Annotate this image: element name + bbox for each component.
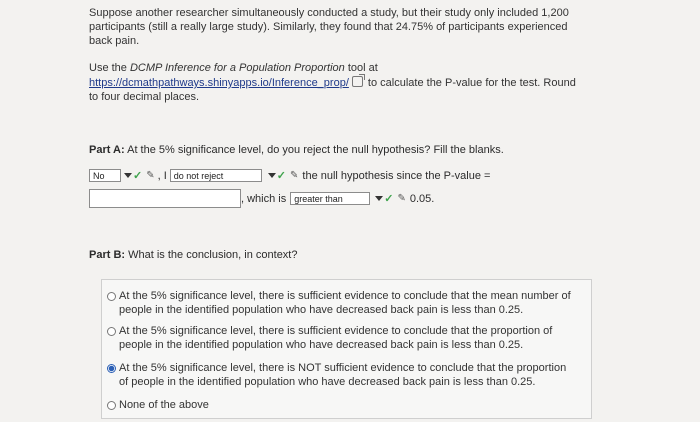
option-1-line-1: At the 5% significance level, there is sufficient evidence to conclude that the mean number of — [119, 290, 571, 302]
select-reject-yes-no[interactable] — [89, 169, 132, 182]
option-2[interactable] — [107, 324, 587, 352]
chevron-down-icon[interactable] — [268, 173, 276, 178]
pencil-icon[interactable]: ✎ — [397, 193, 406, 204]
option-1[interactable] — [107, 289, 587, 317]
check-icon: ✓ — [133, 170, 143, 182]
option-3[interactable] — [107, 361, 587, 389]
select-comparison[interactable] — [290, 192, 383, 205]
intro-paragraph — [89, 6, 569, 48]
part-a-row-1 — [89, 169, 490, 182]
intro-line-3: back pain. — [89, 35, 140, 47]
part-b-text: What is the conclusion, in context? — [125, 249, 298, 261]
select-reject-decision[interactable] — [170, 169, 276, 182]
link-suffix: to calculate the P-value for the test. Round — [364, 77, 576, 89]
radio-option-3-selected[interactable] — [107, 364, 116, 373]
option-2-line-1: At the 5% significance level, there is sufficient evidence to conclude that the proportion of — [119, 325, 553, 337]
option-1-line-2: people in the identified population who have decreased back pain is less than 0.25. — [119, 304, 524, 316]
external-link-icon[interactable] — [352, 76, 363, 87]
intro-line-2: participants (still a really large study). Similarly, they found that 24.75% of participants experienced — [89, 21, 568, 33]
radio-option-2[interactable] — [107, 327, 116, 336]
part-b-question — [89, 249, 298, 261]
option-4-line-1: None of the above — [119, 399, 209, 411]
null-hypothesis-text: the null hypothesis since the P-value = — [302, 169, 491, 182]
which-is-text: , which is — [241, 192, 287, 205]
check-icon: ✓ — [384, 193, 394, 205]
part-a-row-2 — [89, 189, 434, 208]
radio-option-4[interactable] — [107, 401, 116, 410]
part-b-label: Part B: — [89, 249, 126, 261]
radio-option-1[interactable] — [107, 292, 116, 301]
instructions-line-3: to four decimal places. — [89, 91, 200, 103]
option-3-line-1: At the 5% significance level, there is NOT sufficient evidence to conclude that the proportion — [119, 362, 567, 374]
option-2-line-2: people in the identified population who have decreased back pain is less than 0.25. — [119, 339, 524, 351]
check-icon: ✓ — [276, 170, 286, 182]
select-3-value[interactable]: greater than — [290, 192, 370, 205]
pencil-icon[interactable]: ✎ — [146, 170, 155, 181]
part-a-question — [89, 144, 504, 156]
comma-i-text: , I — [157, 169, 167, 182]
instructions-paragraph — [89, 61, 576, 104]
instructions-prefix: Use the — [89, 62, 130, 74]
option-3-line-2: of people in the identified population who have decreased back pain is less than 0.25. — [119, 376, 536, 388]
alpha-value: 0.05. — [409, 192, 435, 205]
select-2-value[interactable]: do not reject — [170, 169, 262, 182]
option-4[interactable] — [107, 398, 587, 412]
tool-name: DCMP Inference for a Population Proportion — [129, 62, 345, 74]
tool-suffix: tool at — [344, 62, 378, 74]
select-1-value[interactable]: No — [89, 169, 121, 182]
intro-line-1: Suppose another researcher simultaneously conducted a study, but their study only included 1,200 — [89, 7, 569, 19]
chevron-down-icon[interactable] — [375, 196, 383, 201]
part-a-text: At the 5% significance level, do you reject the null hypothesis? Fill the blanks. — [124, 144, 504, 156]
chevron-down-icon[interactable] — [124, 173, 132, 178]
pvalue-input[interactable] — [89, 189, 241, 208]
part-a-label: Part A: — [89, 144, 125, 156]
pencil-icon[interactable]: ✎ — [290, 170, 299, 181]
tool-link[interactable]: https://dcmathpathways.shinyapps.io/Inference_prop/ — [89, 77, 349, 89]
